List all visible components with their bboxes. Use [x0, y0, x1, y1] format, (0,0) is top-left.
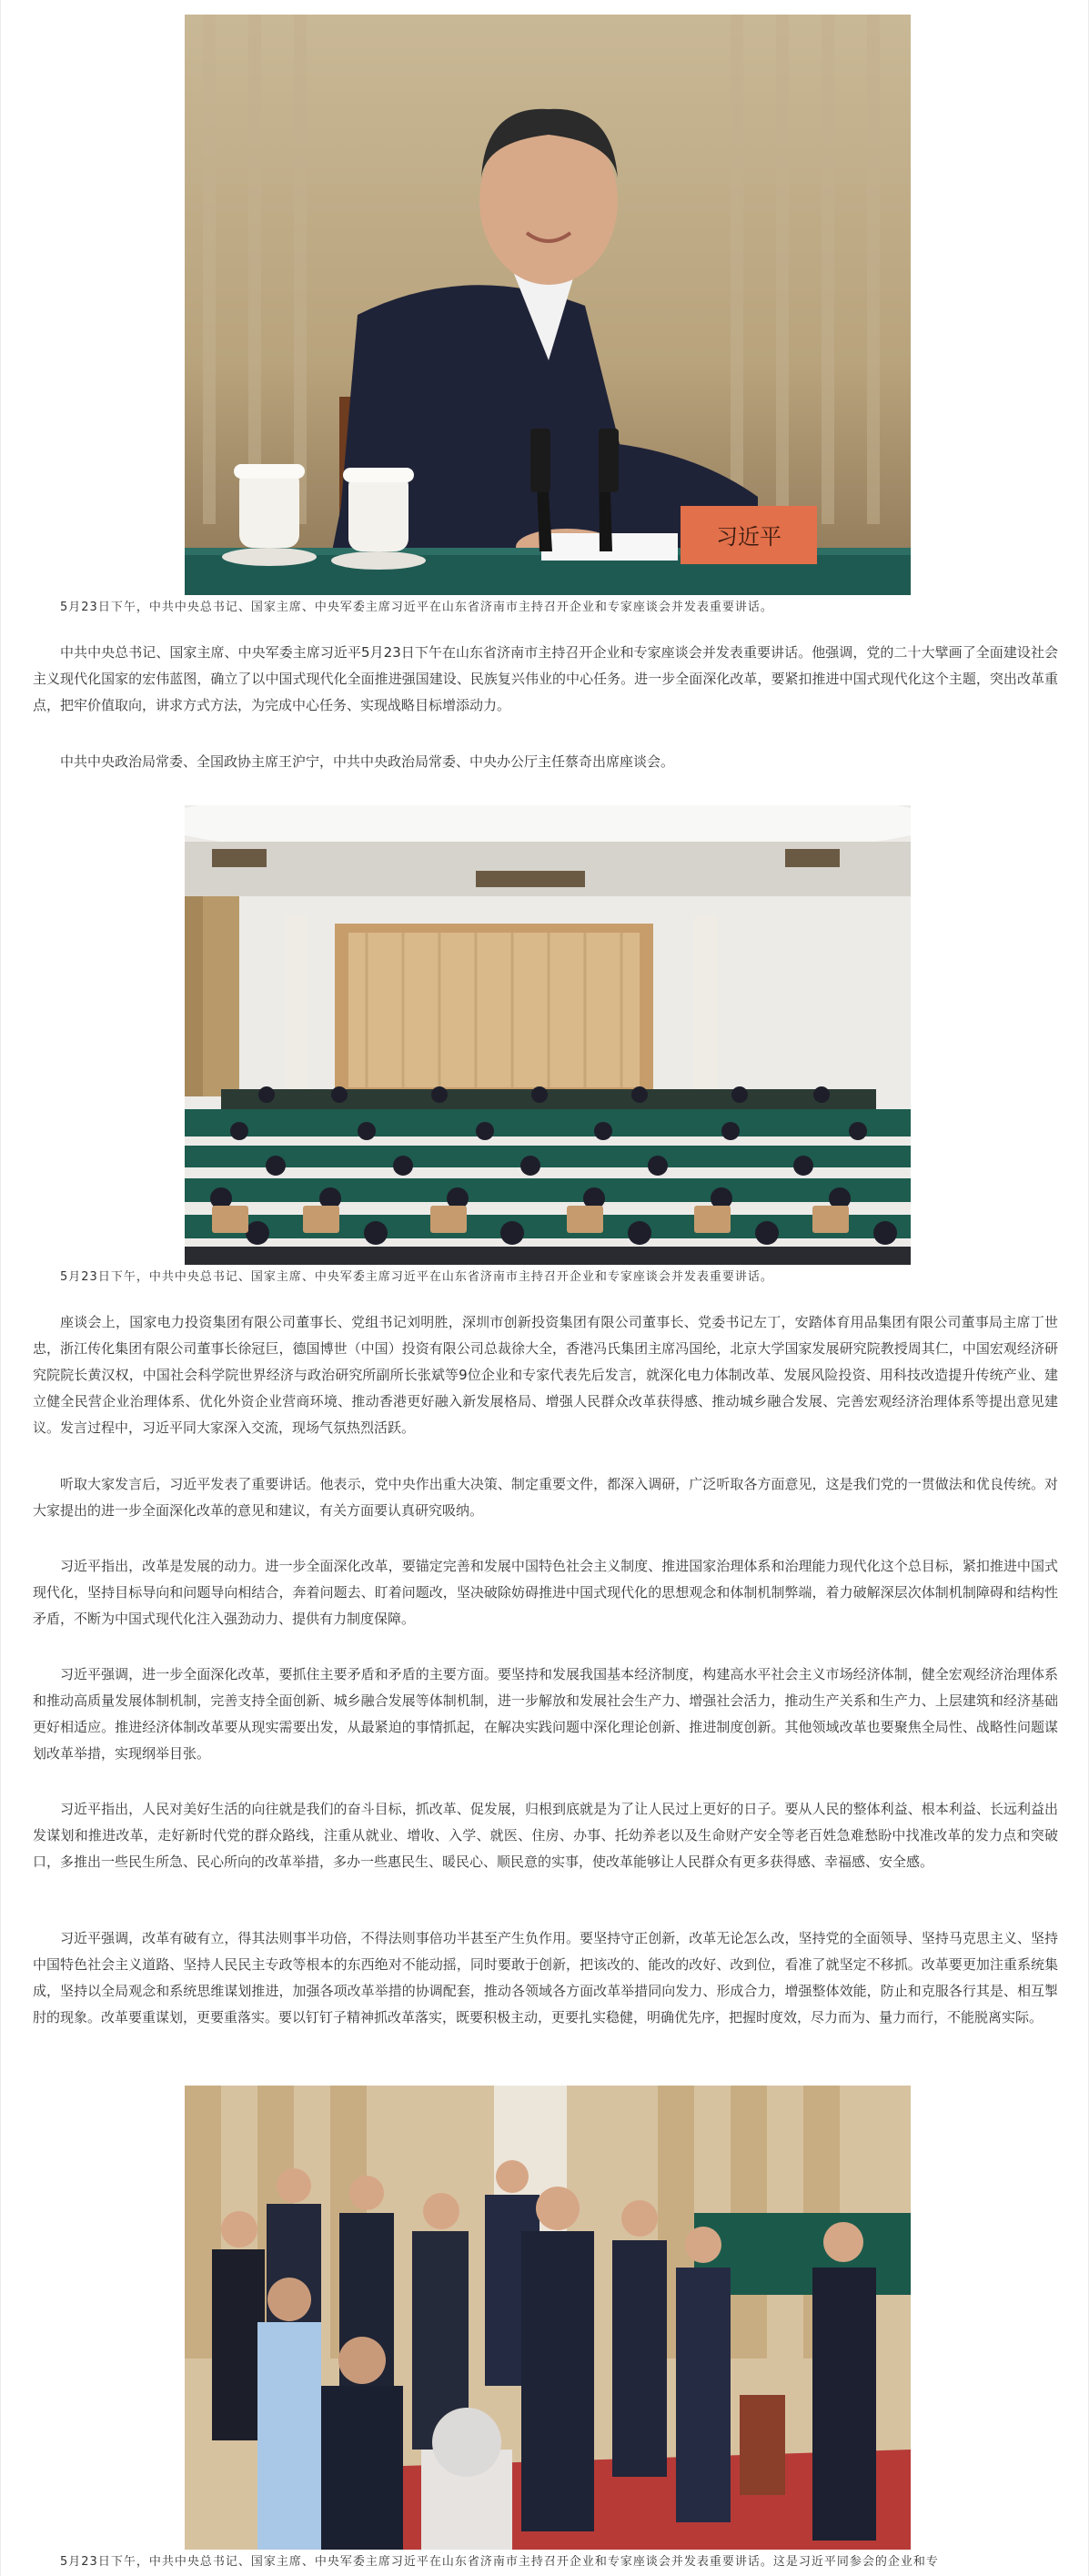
photo-caption-1: 5月23日下午，中共中央总书记、国家主席、中央军委主席习近平在山东省济南市主持召开企业和专家座谈会并发表重要讲话。	[60, 601, 773, 614]
photo-meeting-hall	[185, 805, 911, 1265]
paragraph-2: 中共中央政治局常委、全国政协主席王沪宁，中共中央政治局常委、中央办公厅主任蔡奇出席座谈会。	[60, 753, 675, 770]
photo-xi-speaking-image	[185, 15, 911, 595]
nameplate-text: 习近平	[716, 524, 781, 550]
photo-meeting-greeting-image	[185, 2086, 911, 2550]
paragraph-7: 习近平指出，人民对美好生活的向往就是我们的奋斗目标，抓改革、促发展，归根到底就是为了让人民过上更好的日子。要从人民的整体利益、根本利益、长远利益出发谋划和推进改革，走好新时代党的群众路线，注重从就业、增收、入学、就医、住房、办事、托幼养老以及生命财产安全等老百姓急难愁盼中找准改革的发力点和突破口，多推出一些民生所急、民心所向的改革举措，多办一些惠民生、暖民心、顺民意的实事，使改革能够让人民群众有更多获得感、幸福感、安全感。	[33, 1801, 1058, 1870]
paragraph-1: 中共中央总书记、国家主席、中央军委主席习近平5月23日下午在山东省济南市主持召开企业和专家座谈会并发表重要讲话。他强调，党的二十大擘画了全面建设社会主义现代化国家的宏伟蓝图，确立了以中国式现代化全面推进强国建设、民族复兴伟业的中心任务。进一步全面深化改革，要紧扣推进中国式现代化这个主题，突出改革重点，把牢价值取向，讲求方式方法，为完成中心任务、实现战略目标增添动力。	[33, 644, 1058, 713]
paragraph-4: 听取大家发言后，习近平发表了重要讲话。他表示，党中央作出重大决策、制定重要文件，都深入调研，广泛听取各方面意见，这是我们党的一贯做法和优良传统。对大家提出的进一步全面深化改革的意见和建议，有关方面要认真研究吸纳。	[33, 1476, 1058, 1519]
photo-meeting-hall-image	[185, 805, 911, 1265]
paragraph-8: 习近平强调，改革有破有立，得其法则事半功倍，不得法则事倍功半甚至产生负作用。要坚持守正创新，改革无论怎么改，坚持党的全面领导、坚持马克思主义、坚持中国特色社会主义道路、坚持人民民主专政等根本的东西绝对不能动摇，同时要敢于创新，把该改的、能改的改好、改到位，看准了就坚定不移抓。改革要更加注重系统集成，坚持以全局观念和系统思维谋划推进，加强各项改革举措的协调配套，推动各领域各方面改革举措同向发力、形成合力，增强整体效能，防止和克服各行其是、相互掣肘的现象。改革要重谋划，更要重落实。要以钉钉子精神抓改革落实，既要积极主动，更要扎实稳健，明确优先序，把握时度效，尽力而为、量力而行，不能脱离实际。	[33, 1930, 1058, 2025]
photo-meeting-greeting	[185, 2086, 911, 2550]
photo-caption-2: 5月23日下午，中共中央总书记、国家主席、中央军委主席习近平在山东省济南市主持召开企业和专家座谈会并发表重要讲话。	[60, 1270, 773, 1284]
paragraph-5: 习近平指出，改革是发展的动力。进一步全面深化改革，要锚定完善和发展中国特色社会主义制度、推进国家治理体系和治理能力现代化这个总目标，紧扣推进中国式现代化，坚持目标导向和问题导向相结合，奔着问题去、盯着问题改，坚决破除妨碍推进中国式现代化的思想观念和体制机制弊端，着力破解深层次体制机制障碍和结构性矛盾，不断为中国式现代化注入强劲动力、提供有力制度保障。	[33, 1558, 1058, 1627]
paragraph-3: 座谈会上，国家电力投资集团有限公司董事长、党组书记刘明胜，深圳市创新投资集团有限公司董事长、党委书记左丁，安踏体育用品集团有限公司董事局主席丁世忠，浙江传化集团有限公司董事长徐冠巨，德国博世（中国）投资有限公司总裁徐大全，香港冯氏集团主席冯国纶，北京大学国家发展研究院教授周其仁，中国宏观经济研究院院长黄汉权，中国社会科学院世界经济与政治研究所副所长张斌等9位企业和专家代表先后发言，就深化电力体制改革、发展风险投资、用科技改造提升传统产业、建立健全民营企业治理体系、优化外资企业营商环境、推动香港更好融入新发展格局、增强人民群众改革获得感、推动城乡融合发展、完善宏观经济治理体系等提出意见建议。发言过程中，习近平同大家深入交流，现场气氛热烈活跃。	[33, 1314, 1058, 1436]
photo-caption-3: 5月23日下午，中共中央总书记、国家主席、中央军委主席习近平在山东省济南市主持召开企业和专家座谈会并发表重要讲话。这是习近平同参会的企业和专	[60, 2555, 939, 2569]
paragraph-6: 习近平强调，进一步全面深化改革，要抓住主要矛盾和矛盾的主要方面。要坚持和发展我国基本经济制度，构建高水平社会主义市场经济体制，健全宏观经济治理体系和推动高质量发展体制机制，完善支持全面创新、城乡融合发展等体制机制，进一步解放和发展社会生产力、增强社会活力，推动生产关系和生产力、上层建筑和经济基础更好相适应。推进经济体制改革要从现实需要出发，从最紧迫的事情抓起，在解决实践问题中深化理论创新、推进制度创新。其他领域改革也要聚焦全局性、战略性问题谋划改革举措，实现纲举目张。	[33, 1666, 1058, 1762]
photo-xi-speaking	[185, 15, 911, 595]
